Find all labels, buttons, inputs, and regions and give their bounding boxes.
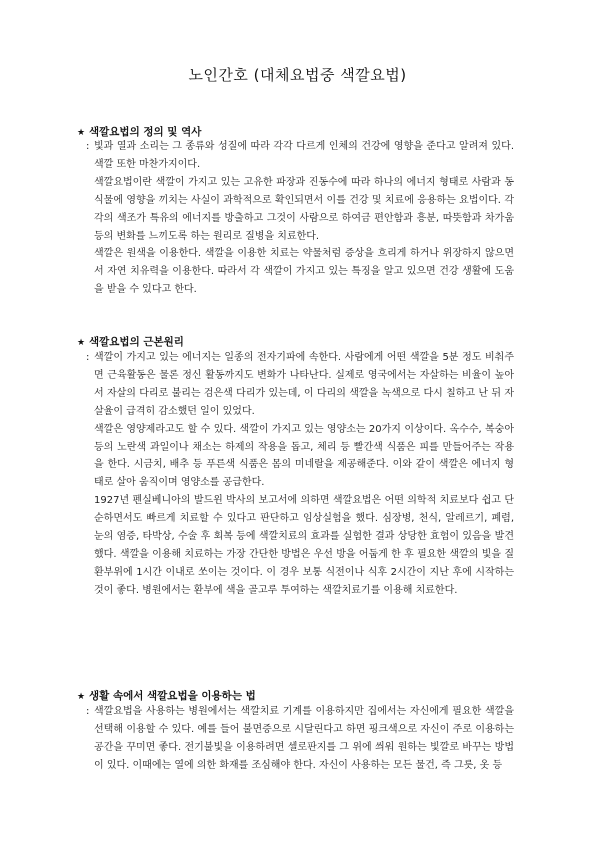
section-body-principle bbox=[86, 349, 514, 600]
star-bullet-icon: ★ bbox=[77, 128, 86, 138]
page-title: 노인간호 (대체요법중 색깔요법) bbox=[188, 66, 407, 84]
paragraph: 색깔요법을 사용하는 병원에서는 색깔치료 기계를 이용하지만 집에서는 자신에게 필요한 색깔을 선택해 이용할 수 있다. 예를 들어 불면증으로 시달린다고 하면 핑크색으로 자신이 주로 이용하는 공간을 꾸미면 좋다. 전기불빛을 이용하려면 셀로판지를 그 위에 씌워 원하는 빛깔로 바꾸는 방법이 있다. 이때에는 열에 의한 화재를 조심해야 한다. 자신이 사용하는 모든 물건, 즉 그릇, 옷 등 bbox=[94, 706, 514, 771]
section-body-daily-life bbox=[86, 703, 514, 775]
paragraph: 색깔은 영양제라고도 할 수 있다. 색깔이 가지고 있는 영양소는 20가지 이상이다. 옥수수, 복숭아 등의 노란색 과일이나 채소는 하제의 작용을 돕고, 체리 등 빨간색 식품은 피를 만들어주는 작용을 한다. 시금치, 배추 등 푸른색 식품은 몸의 미네랄을 제공해준다. 이와 같이 색깔은 에너지 형태로 살아 움직이며 영양소를 공급한다. bbox=[94, 423, 514, 489]
colon-marker: : bbox=[86, 352, 90, 363]
section-heading-text: 색깔요법의 정의 및 역사 bbox=[89, 126, 202, 138]
section-heading-text: 색깔요법의 근본원리 bbox=[89, 336, 184, 348]
section-body-definition bbox=[86, 138, 514, 299]
star-bullet-icon: ★ bbox=[77, 692, 86, 702]
paragraph: 빛과 열과 소리는 그 종류와 성질에 따라 각각 다르게 인체의 건강에 영향을 준다고 알려져 있다. 색깔 또한 마찬가지이다. bbox=[94, 141, 514, 170]
paragraph: 1927년 펜실베니아의 발드윈 박사의 보고서에 의하면 색깔요법은 어떤 의학적 치료보다 쉽고 단순하면서도 빠르게 치료할 수 있다고 판단하고 임상실험을 했다. 심장병, 천식, 알레르기, 폐렴, 눈의 염증, 타박상, 수술 후 회복 등에 색깔치료의 효과를 실험한 결과 상당한 효험이 있음을 발견했다. 색깔을 이용해 치료하는 가장 간단한 방법은 우선 방을 어둡게 한 후 필요한 색깔의 빛을 질환부위에 1시간 이내로 쏘이는 것이다. 이 경우 보통 식전이나 식후 2시간이 지난 후에 시작하는 것이 좋다. 병원에서는 환부에 색을 골고루 투여하는 색깔치료기를 이용해 치료한다. bbox=[94, 495, 514, 596]
paragraph: 색깔요법이란 색깔이 가지고 있는 고유한 파장과 진동수에 따라 하나의 에너지 형태로 사람과 동식물에 영향을 끼치는 사실이 과학적으로 확인되면서 이를 건강 및 치료에 응용하는 요법이다. 각각의 색조가 특유의 에너지를 방출하고 그것이 사람으로 하여금 편안함과 흥분, 따뜻함과 차가움 등의 변화를 느끼도록 하는 원리로 질병을 치료한다. bbox=[94, 176, 514, 242]
star-bullet-icon: ★ bbox=[77, 338, 86, 348]
section-heading-definition bbox=[77, 124, 201, 139]
section-heading-principle bbox=[77, 334, 184, 349]
section-heading-text: 생활 속에서 색깔요법을 이용하는 법 bbox=[89, 690, 256, 702]
paragraph: 색깔은 원색을 이용한다. 색깔을 이용한 치료는 약물처럼 증상을 흐리게 하거나 위장하지 않으면서 자연 치유력을 이용한다. 따라서 각 색깔이 가지고 있는 특징을 알고 있으면 건강 생활에 도움을 받을 수 있다고 한다. bbox=[94, 248, 514, 296]
colon-marker: : bbox=[86, 141, 90, 152]
colon-marker: : bbox=[86, 706, 90, 717]
paragraph: 색깔이 가지고 있는 에너지는 일종의 전자기파에 속한다. 사람에게 어떤 색깔을 5분 정도 비춰주면 근육활동은 물론 정신 활동까지도 변화가 나타난다. 실제로 영국에서는 자살하는 비율이 높아서 자살의 다리로 불리는 검은색 다리가 있는데, 이 다리의 색깔을 녹색으로 다시 칠하고 난 뒤 자살율이 급격히 감소했던 일이 있었다. bbox=[94, 352, 514, 417]
section-heading-daily-life bbox=[77, 688, 256, 703]
